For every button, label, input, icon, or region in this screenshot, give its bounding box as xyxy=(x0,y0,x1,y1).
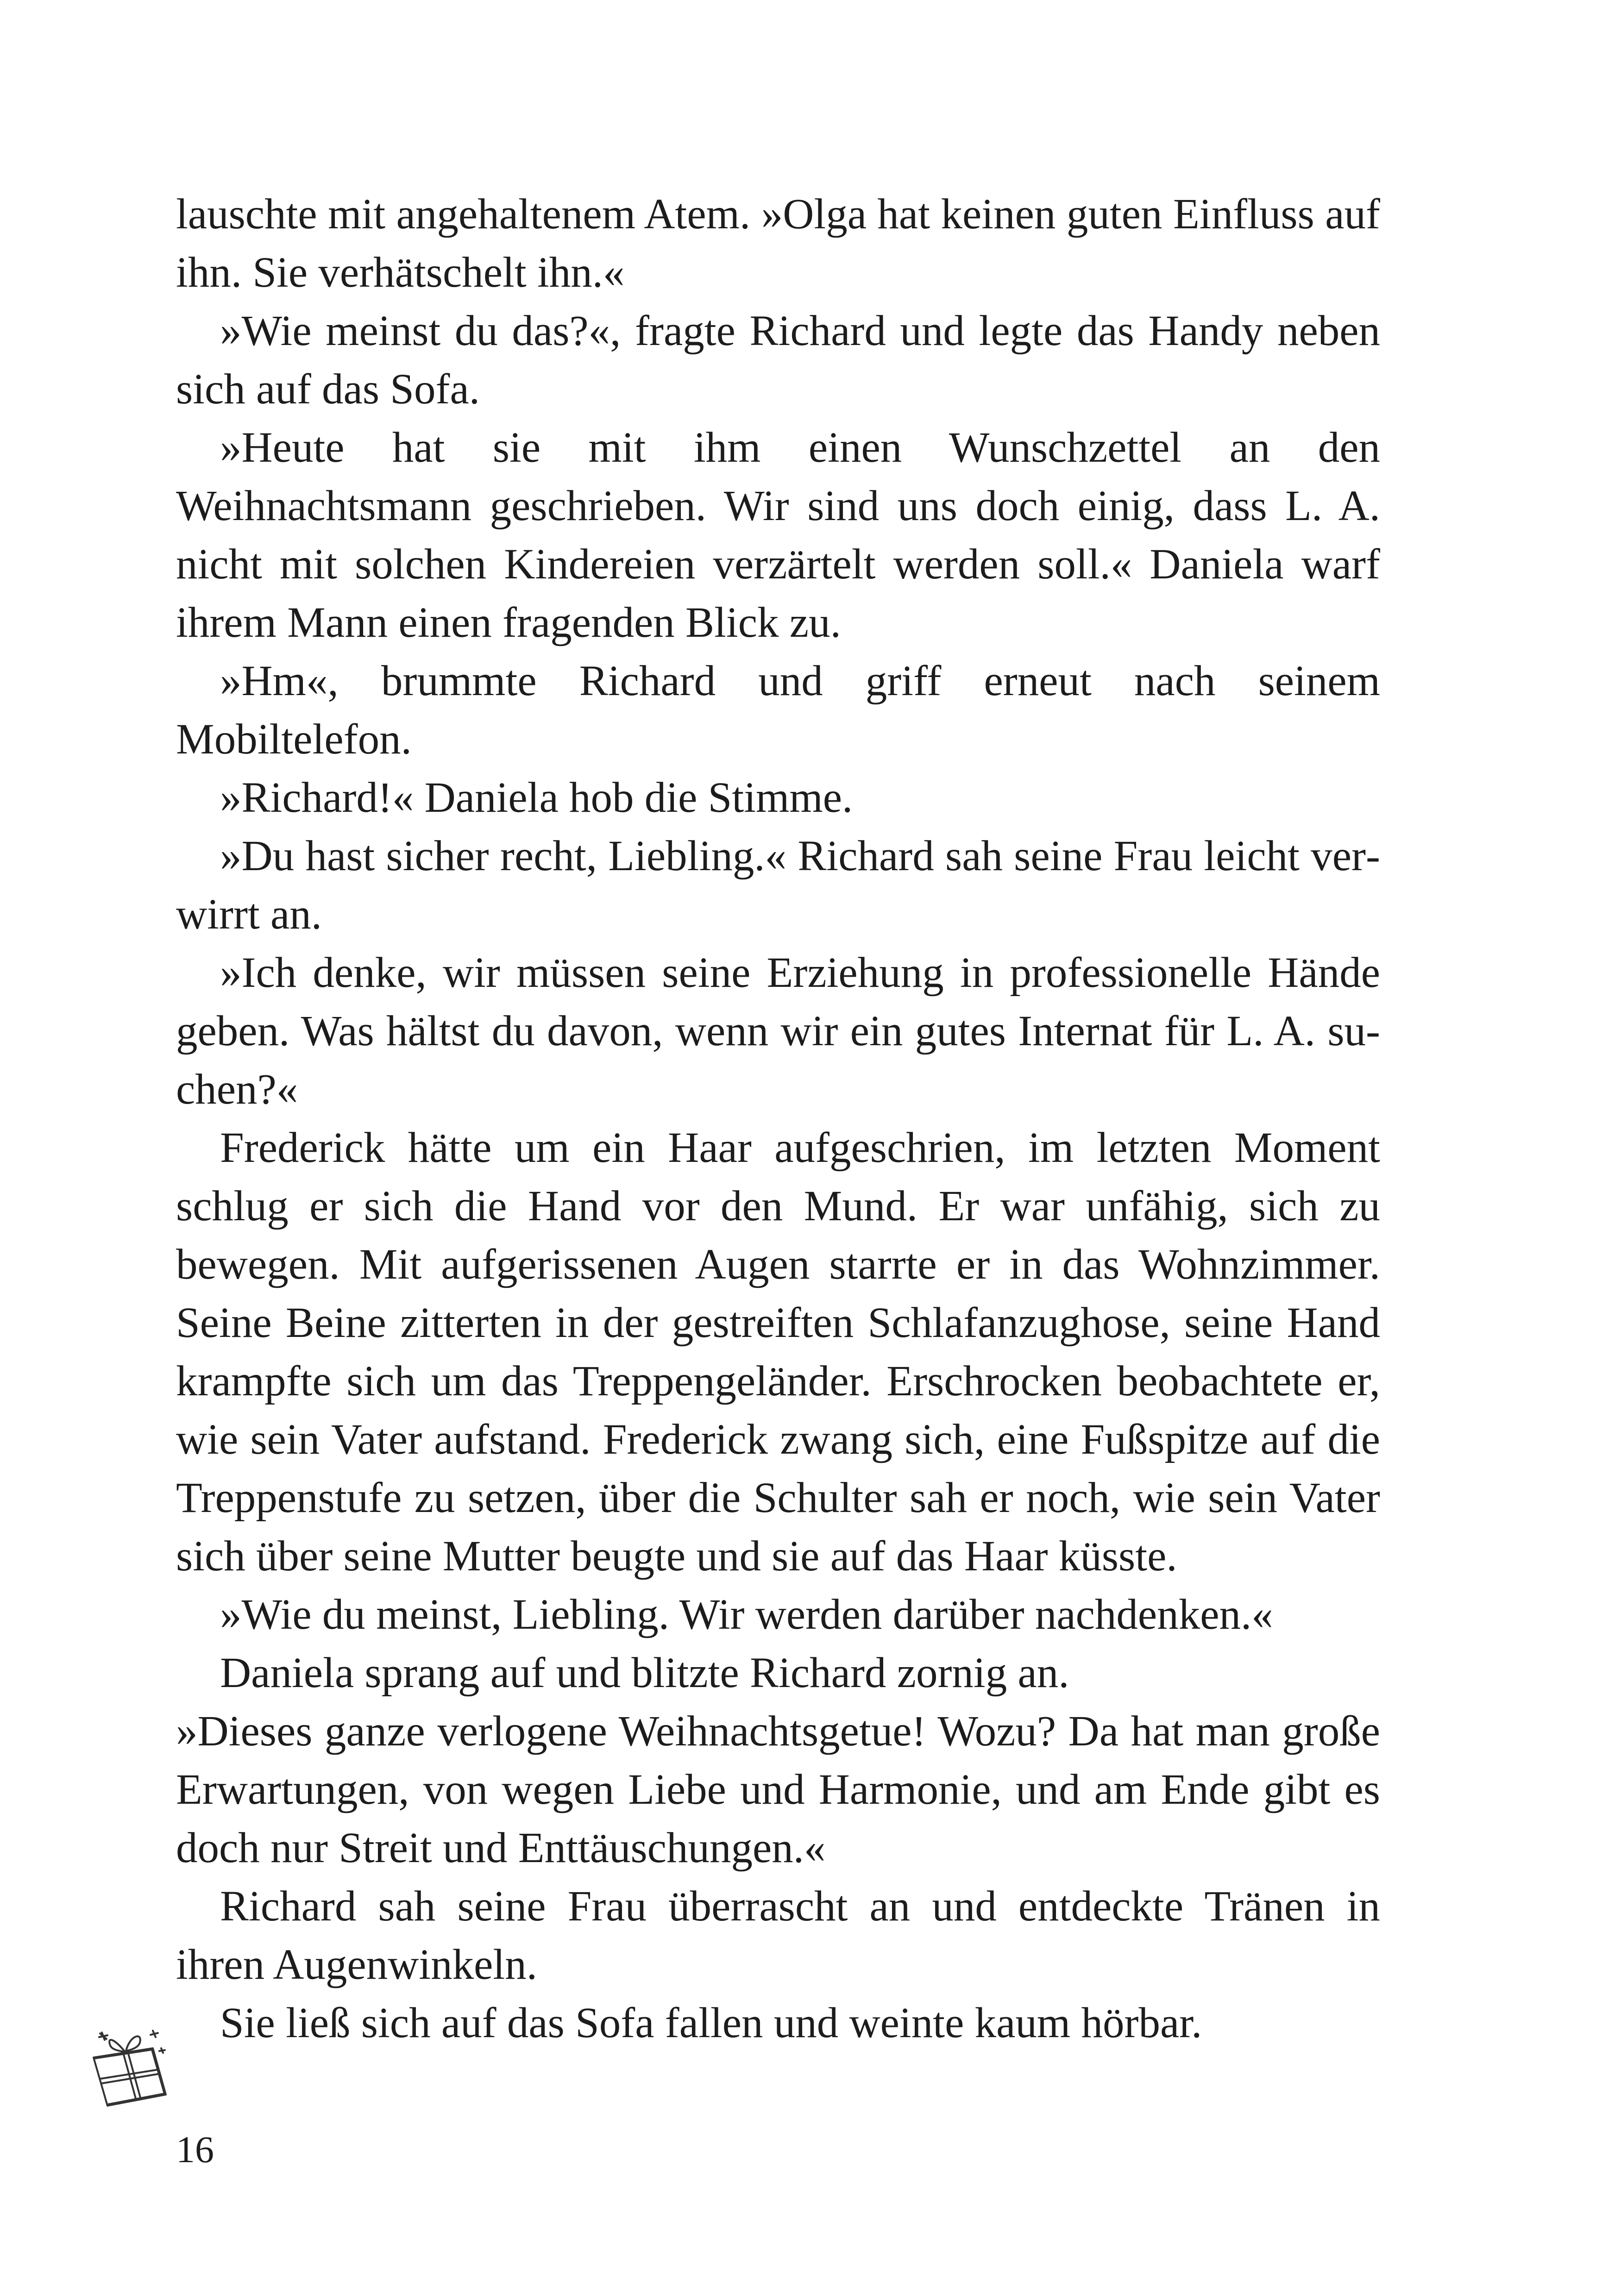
paragraph: Richard sah seine Frau überrascht an und entdeckte Tränen in ihren Augenwinkeln. xyxy=(176,1882,1380,1989)
paragraph: Frederick hätte um ein Haar aufgeschrien, im letzten Moment schlug er sich die Hand vor den Mund. Er war unfähig, sich zu bewegen. Mit aufgerissenen Augen starrte er in das Wohnzimmer. Seine Beine zitterten in der gestreiften Schlafanzughose, seine Hand krampfte sich um das Treppengeländer. Erschrocken beobachtete er, wie sein Vater aufstand. Frederick zwang sich, eine Fußspitze auf die Treppenstufe zu setzen, über die Schulter sah er noch, wie sein Vater sich über seine Mutter beugte und sie auf das Haar küsste. xyxy=(176,1124,1380,1580)
paragraph: »Hm«, brummte Richard und griff erneut nach seinem Mobiltelefon. xyxy=(176,657,1380,763)
paragraph: »Du hast sicher recht, Liebling.« Richard sah seine Frau leicht verwirrt an. xyxy=(176,832,1380,938)
gift-box-icon xyxy=(83,2021,181,2112)
paragraph: »Ich denke, wir müssen seine Erziehung in professionelle Hände geben. Was hältst du davon, wenn wir ein gutes Internat für L. A. suchen?« xyxy=(176,949,1380,1113)
paragraph: »Richard!« Daniela hob die Stimme. xyxy=(220,774,853,822)
paragraph: »Wie meinst du das?«, fragte Richard und legte das Handy neben sich auf das Sofa. xyxy=(176,307,1380,413)
paragraph: »Dieses ganze verlogene Weihnachtsgetue! Wozu? Da hat man große Erwartungen, von wegen Liebe und Harmonie, und am Ende gibt es doch nur Streit und Enttäuschungen.« xyxy=(176,1707,1380,1872)
page-number: 16 xyxy=(176,2128,214,2171)
paragraph: Sie ließ sich auf das Sofa fallen und weinte kaum hörbar. xyxy=(220,1999,1202,2047)
body-text xyxy=(176,185,1380,2052)
paragraph: »Heute hat sie mit ihm einen Wunschzettel an den Weihnachtsmann geschrieben. Wir sind uns doch einig, dass L. A. nicht mit solchen Kindereien verzärtelt werden soll.« Daniela warf ihrem Mann einen fragenden Blick zu. xyxy=(176,424,1380,646)
paragraph: »Wie du meinst, Liebling. Wir werden darüber nachdenken.« xyxy=(220,1591,1273,1638)
paragraph: lauschte mit angehaltenem Atem. »Olga hat keinen guten Einfluss auf ihn. Sie verhätschelt ihn.« xyxy=(176,190,1380,296)
paragraph: Daniela sprang auf und blitzte Richard zornig an. xyxy=(220,1649,1069,1697)
